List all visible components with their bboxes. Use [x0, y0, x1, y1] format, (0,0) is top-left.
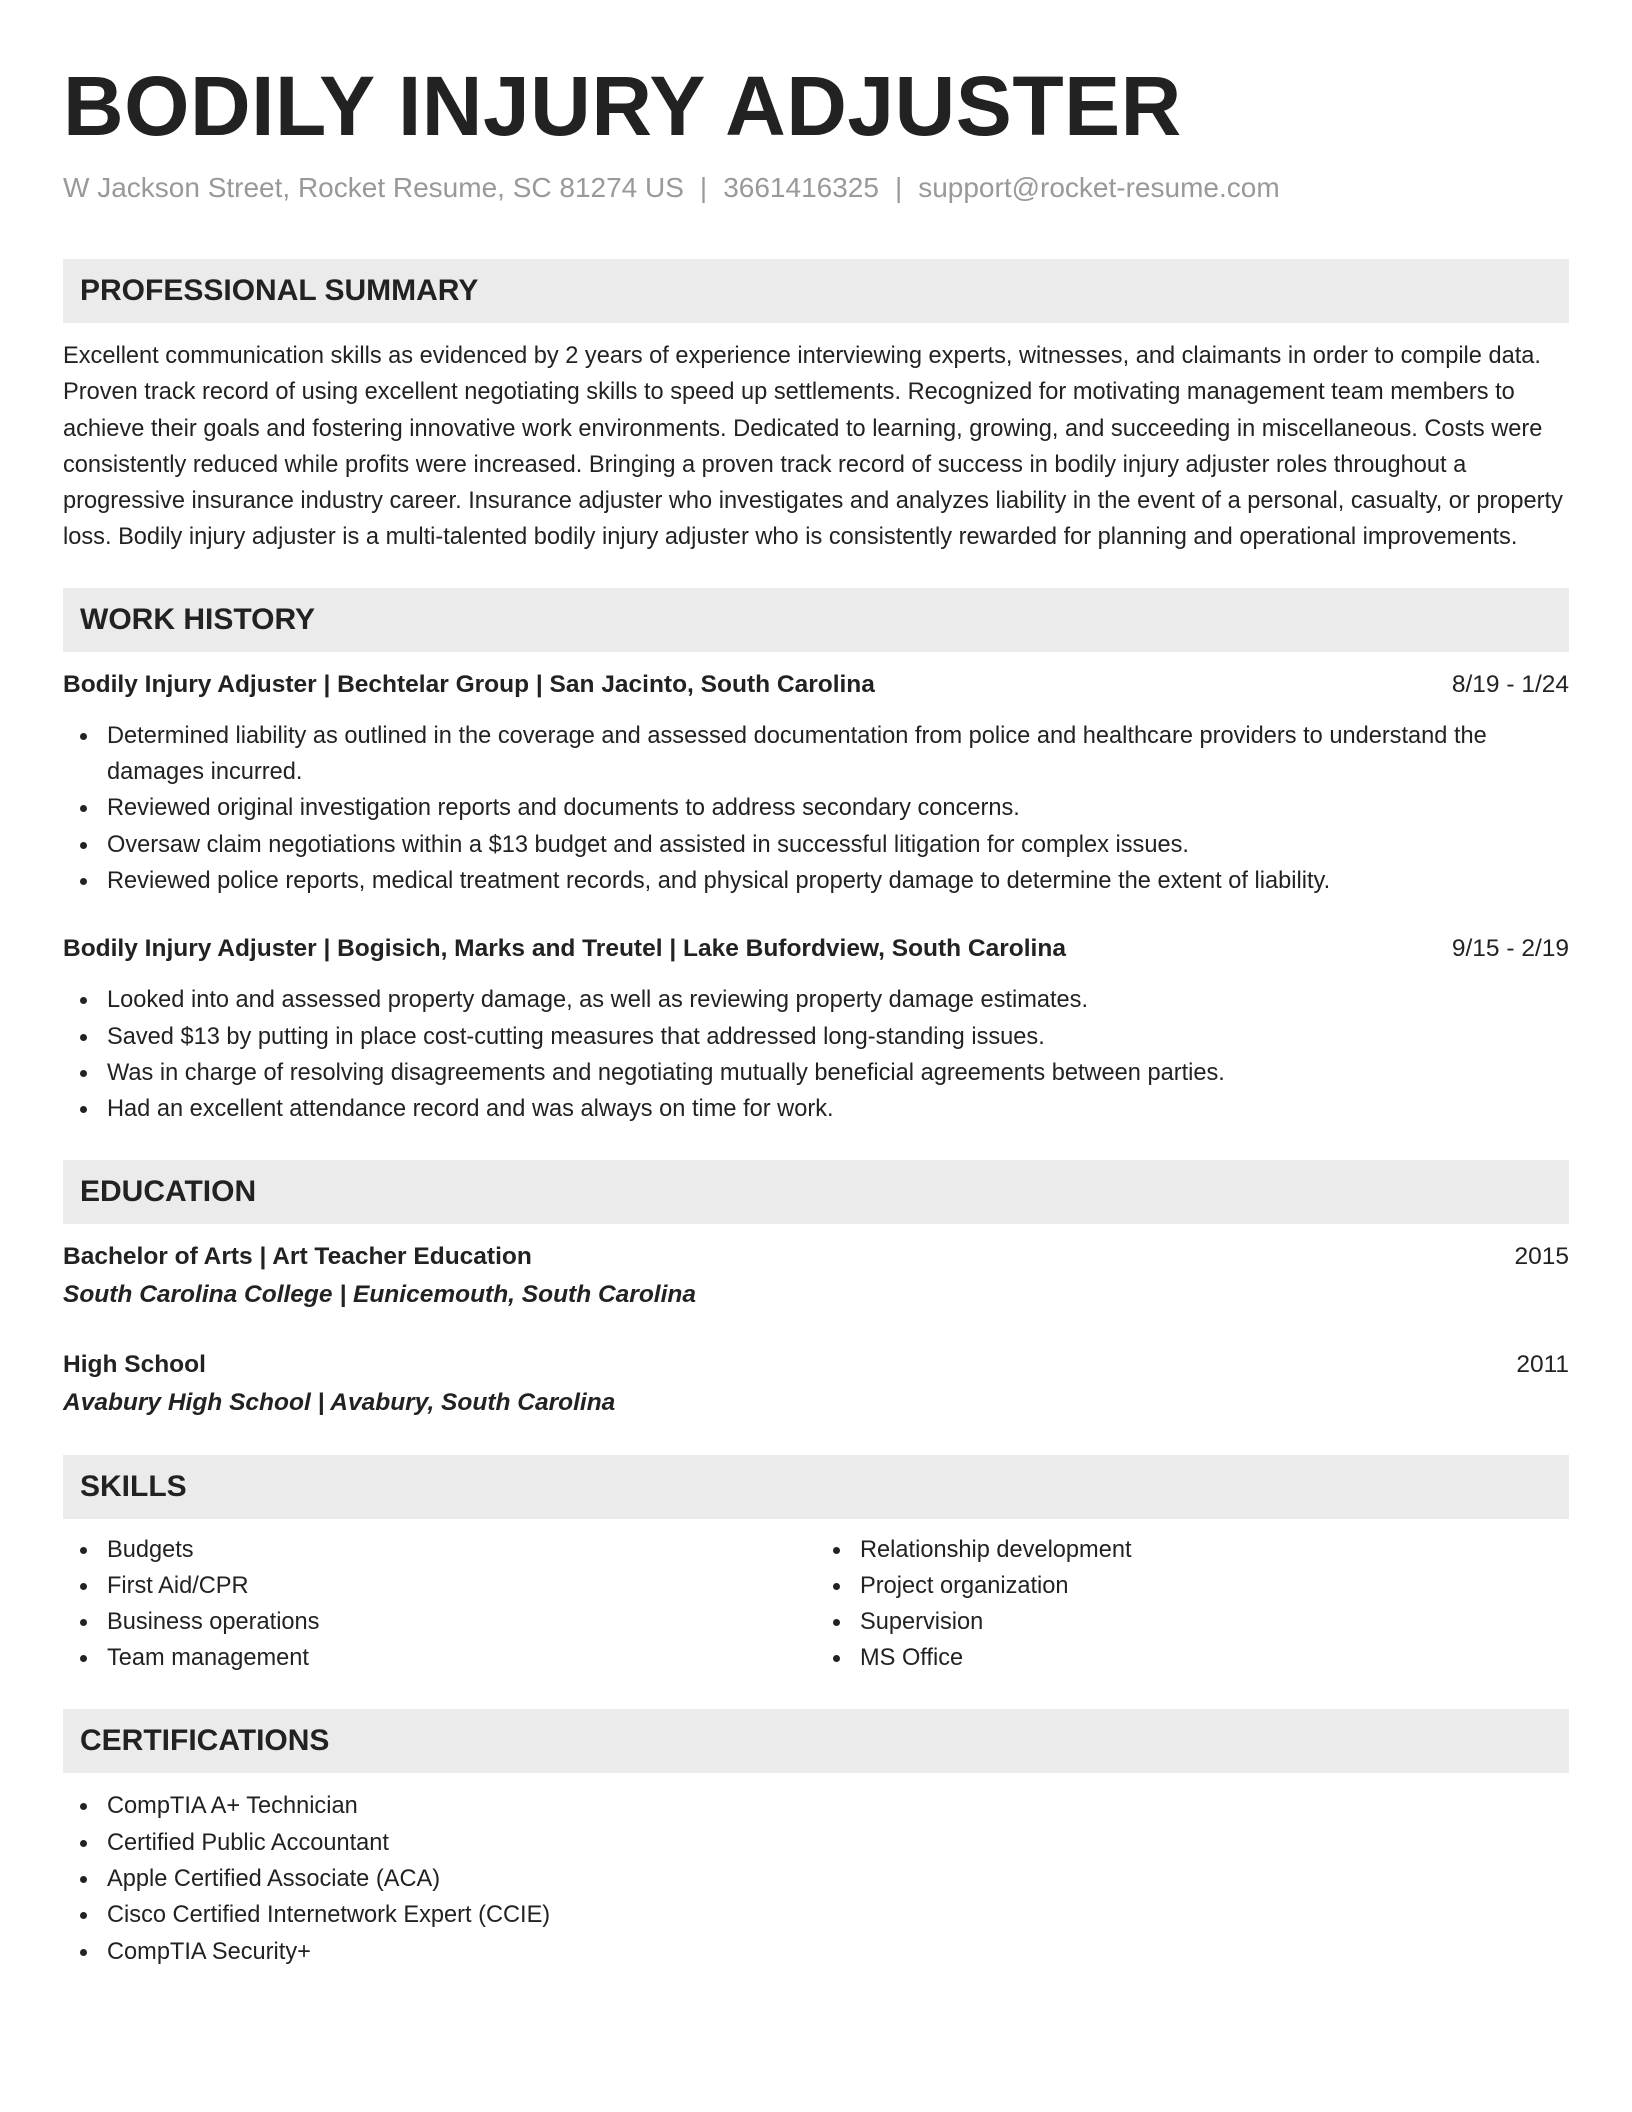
job-bullet: Looked into and assessed property damage, as well as reviewing property damage estimates.	[63, 982, 1569, 1018]
skills-list-right	[816, 1532, 1569, 1676]
resume-name: BODILY INJURY ADJUSTER	[63, 59, 1182, 153]
summary-text: Excellent communication skills as evidenced by 2 years of experience interviewing experts, witnesses, and claimants in order to compile data. Proven track record of using excellent negotiating skills to speed up settlements. Recognized for motivating management team members to achieve their goals and fostering innovative work environments. Dedicated to learning, growing, and succeeding in miscellaneous. Costs were consistently reduced while profits were increased. Bringing a proven track record of success in bodily injury adjuster roles throughout a progressive insurance industry career. Insurance adjuster who investigates and analyzes liability in the event of a personal, casualty, or property loss. Bodily injury adjuster is a multi-talented bodily injury adjuster who is consistently rewarded for planning and operational improvements.	[63, 343, 1563, 551]
skills-list-left	[63, 1532, 816, 1676]
job-bullet: Determined liability as outlined in the coverage and assessed documentation from police and healthcare providers to understand the damages incurred.	[63, 718, 1569, 791]
summary-heading: PROFESSIONAL SUMMARY	[63, 259, 1569, 323]
contact-phone: 3661416325	[723, 172, 879, 203]
contact-separator: |	[894, 172, 903, 203]
certification-item: Certified Public Accountant	[63, 1825, 1569, 1861]
job-bullet: Saved $13 by putting in place cost-cutting measures that addressed long-standing issues.	[63, 1019, 1569, 1055]
contact-line	[63, 170, 1569, 206]
skills-columns	[63, 1532, 1569, 1676]
skill-item: Supervision	[816, 1604, 1569, 1640]
education-degree: High School	[63, 1351, 206, 1379]
job-header	[63, 667, 1569, 703]
job-bullet: Reviewed police reports, medical treatment records, and physical property damage to determine the extent of liability.	[63, 863, 1569, 899]
job-bullets	[63, 718, 1569, 899]
certifications-list	[63, 1788, 1569, 1969]
job-bullet: Reviewed original investigation reports and documents to address secondary concerns.	[63, 790, 1569, 826]
work-history-heading: WORK HISTORY	[63, 588, 1569, 652]
certification-item: Apple Certified Associate (ACA)	[63, 1861, 1569, 1897]
job-header	[63, 931, 1569, 967]
certifications-heading: CERTIFICATIONS	[63, 1709, 1569, 1773]
skill-item: First Aid/CPR	[63, 1568, 816, 1604]
job-title: Bodily Injury Adjuster | Bechtelar Group | San Jacinto, South Carolina	[63, 670, 875, 698]
certification-item: Cisco Certified Internetwork Expert (CCIE)	[63, 1897, 1569, 1933]
job-dates: 8/19 - 1/24	[1451, 670, 1569, 698]
education-school: South Carolina College | Eunicemouth, South Carolina	[63, 1281, 697, 1309]
education-entry-header	[63, 1347, 1569, 1383]
skill-item: Budgets	[63, 1532, 816, 1568]
job-bullets	[63, 982, 1569, 1127]
certification-item: CompTIA A+ Technician	[63, 1788, 1569, 1824]
skill-item: Project organization	[816, 1568, 1569, 1604]
skill-item: Team management	[63, 1640, 816, 1676]
certification-item: CompTIA Security+	[63, 1934, 1569, 1970]
job-dates: 9/15 - 2/19	[1451, 935, 1569, 963]
contact-email: support@rocket-resume.com	[918, 172, 1280, 203]
job-bullet: Was in charge of resolving disagreements and negotiating mutually beneficial agreements between parties.	[63, 1055, 1569, 1091]
skills-heading: SKILLS	[63, 1455, 1569, 1519]
education-degree: Bachelor of Arts | Art Teacher Education	[63, 1243, 532, 1271]
education-entry-header	[63, 1239, 1569, 1275]
job-title: Bodily Injury Adjuster | Bogisich, Marks and Treutel | Lake Bufordview, South Carolina	[63, 935, 1066, 963]
education-year: 2011	[1516, 1351, 1569, 1379]
education-heading: EDUCATION	[63, 1160, 1569, 1224]
job-bullet: Had an excellent attendance record and was always on time for work.	[63, 1091, 1569, 1127]
skill-item: MS Office	[816, 1640, 1569, 1676]
skill-item: Relationship development	[816, 1532, 1569, 1568]
education-school: Avabury High School | Avabury, South Carolina	[63, 1389, 616, 1417]
education-year: 2015	[1514, 1243, 1569, 1271]
skill-item: Business operations	[63, 1604, 816, 1640]
contact-address: W Jackson Street, Rocket Resume, SC 81274 US	[63, 172, 684, 203]
contact-separator: |	[699, 172, 708, 203]
job-bullet: Oversaw claim negotiations within a $13 budget and assisted in successful litigation for complex issues.	[63, 827, 1569, 863]
